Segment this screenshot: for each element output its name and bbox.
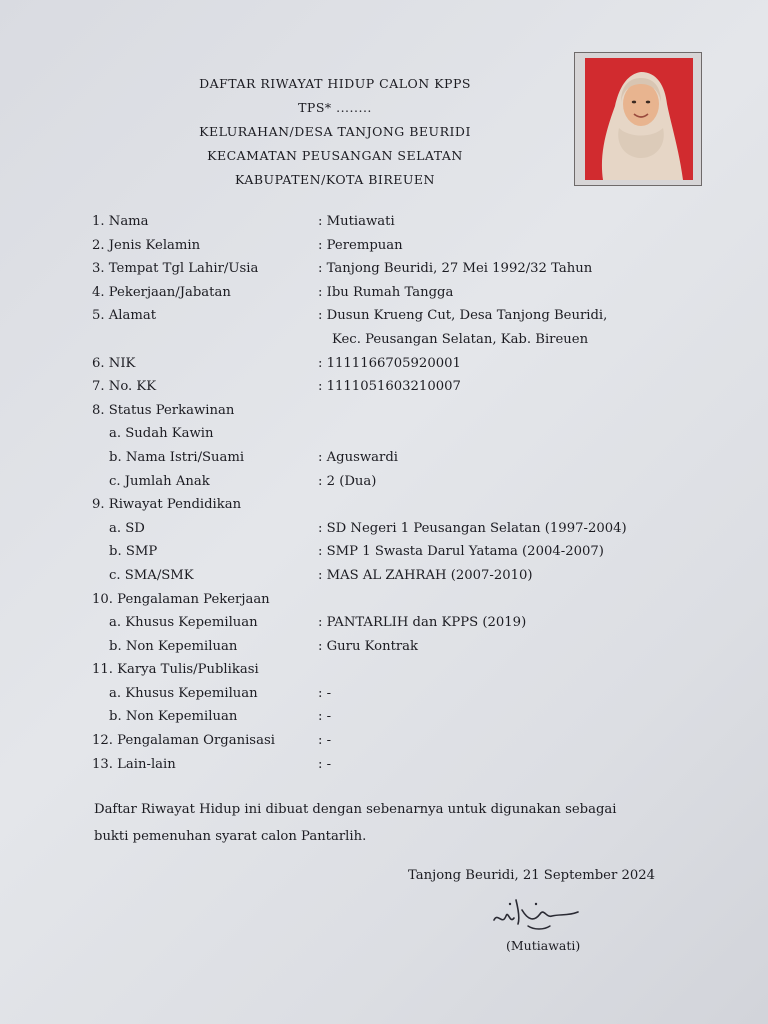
field-row-alamat bbox=[92, 304, 692, 328]
field-value: : Guru Kontrak bbox=[318, 638, 419, 654]
handwritten-signature bbox=[488, 890, 588, 936]
field-row-jumlah-anak bbox=[92, 470, 692, 494]
field-value: : Ibu Rumah Tangga bbox=[318, 284, 454, 300]
passport-photo bbox=[585, 58, 693, 180]
field-row-pekerjaan-non-kepemiluan bbox=[92, 635, 692, 659]
field-label: 7. No. KK bbox=[92, 379, 157, 395]
field-label: b. SMP bbox=[109, 544, 158, 560]
tps-line: TPS* ........ bbox=[298, 100, 372, 115]
field-row-sudah-kawin bbox=[92, 422, 692, 446]
field-value: : Dusun Krueng Cut, Desa Tanjong Beuridi, bbox=[318, 308, 608, 324]
field-label: b. Non Kepemiluan bbox=[109, 709, 238, 725]
field-label: 4. Pekerjaan/Jabatan bbox=[92, 284, 231, 300]
field-label: b. Nama Istri/Suami bbox=[109, 449, 245, 465]
field-value: : SMP 1 Swasta Darul Yatama (2004-2007) bbox=[318, 544, 604, 560]
field-label: 12. Pengalaman Organisasi bbox=[92, 733, 275, 749]
field-label: 11. Karya Tulis/Publikasi bbox=[92, 662, 259, 678]
field-value: : 2 (Dua) bbox=[318, 473, 377, 489]
field-row-karya-tulis bbox=[92, 658, 692, 682]
document-title: DAFTAR RIWAYAT HIDUP CALON KPPS bbox=[199, 76, 471, 91]
field-row-sma bbox=[92, 564, 692, 588]
signer-name: (Mutiawati) bbox=[506, 938, 581, 953]
field-row-nama-suami bbox=[92, 446, 692, 470]
field-value: : - bbox=[318, 685, 332, 701]
field-label: a. Khusus Kepemiluan bbox=[109, 685, 258, 701]
field-row-sd bbox=[92, 517, 692, 541]
field-label: 10. Pengalaman Pekerjaan bbox=[92, 591, 270, 607]
field-row-alamat-cont bbox=[92, 328, 692, 352]
field-label: a. Sudah Kawin bbox=[109, 426, 214, 442]
field-value: : Aguswardi bbox=[318, 449, 398, 465]
district-line: KECAMATAN PEUSANGAN SELATAN bbox=[207, 148, 463, 163]
field-label: 1. Nama bbox=[92, 214, 149, 229]
field-label: c. SMA/SMK bbox=[109, 567, 194, 583]
place-and-date: Tanjong Beuridi, 21 September 2024 bbox=[408, 868, 656, 883]
field-value: : - bbox=[318, 756, 332, 772]
field-row-tempat-tgl-lahir bbox=[92, 257, 692, 281]
field-value: : Perempuan bbox=[318, 237, 403, 253]
field-label: c. Jumlah Anak bbox=[109, 473, 210, 489]
field-label: b. Non Kepemiluan bbox=[109, 638, 238, 654]
field-label: 3. Tempat Tgl Lahir/Usia bbox=[92, 261, 259, 277]
field-value: : 1111051603210007 bbox=[318, 379, 461, 395]
field-row-karya-khusus-kepemiluan bbox=[92, 682, 692, 706]
field-label: 13. Lain-lain bbox=[92, 756, 176, 772]
field-value: : MAS AL ZAHRAH (2007-2010) bbox=[318, 567, 533, 583]
field-label: a. SD bbox=[109, 520, 145, 536]
field-row-no-kk bbox=[92, 375, 692, 399]
field-value: : Tanjong Beuridi, 27 Mei 1992/32 Tahun bbox=[318, 261, 593, 277]
field-row-karya-non-kepemiluan bbox=[92, 705, 692, 729]
biodata-fields bbox=[92, 210, 692, 776]
field-label: 8. Status Perkawinan bbox=[92, 402, 235, 418]
field-row-pekerjaan-khusus-kepemiluan bbox=[92, 611, 692, 635]
field-row-pekerjaan bbox=[92, 281, 692, 305]
field-label: 2. Jenis Kelamin bbox=[92, 237, 201, 253]
document-header bbox=[180, 72, 490, 192]
field-value: : Mutiawati bbox=[318, 214, 395, 229]
field-value: : PANTARLIH dan KPPS (2019) bbox=[318, 615, 527, 631]
field-row-status-perkawinan bbox=[92, 399, 692, 423]
field-label: 6. NIK bbox=[92, 355, 136, 371]
field-row-nik bbox=[92, 352, 692, 376]
regency-line: KABUPATEN/KOTA BIREUEN bbox=[235, 172, 435, 187]
declaration-line-2: bukti pemenuhan syarat calon Pantarlih. bbox=[94, 829, 367, 844]
field-value: : - bbox=[318, 709, 332, 725]
field-row-riwayat-pendidikan bbox=[92, 493, 692, 517]
field-value: Kec. Peusangan Selatan, Kab. Bireuen bbox=[332, 331, 589, 347]
field-label: a. Khusus Kepemiluan bbox=[109, 615, 258, 631]
field-value: : SD Negeri 1 Peusangan Selatan (1997-2004) bbox=[318, 520, 627, 536]
village-line: KELURAHAN/DESA TANJONG BEURIDI bbox=[199, 124, 471, 139]
field-label: 5. Alamat bbox=[92, 308, 157, 324]
field-row-jenis-kelamin bbox=[92, 234, 692, 258]
field-row-nama bbox=[92, 210, 692, 234]
declaration-line-1: Daftar Riwayat Hidup ini dibuat dengan sebenarnya untuk digunakan sebagai bbox=[94, 802, 617, 817]
field-label: 9. Riwayat Pendidikan bbox=[92, 497, 242, 513]
field-row-smp bbox=[92, 540, 692, 564]
field-value: : - bbox=[318, 733, 332, 749]
passport-photo-frame bbox=[574, 52, 702, 186]
field-row-lain-lain bbox=[92, 753, 692, 777]
declaration-statement bbox=[94, 796, 704, 850]
field-row-pengalaman-organisasi bbox=[92, 729, 692, 753]
portrait-image bbox=[585, 58, 693, 180]
field-row-pengalaman-pekerjaan bbox=[92, 588, 692, 612]
field-value: : 1111166705920001 bbox=[318, 355, 461, 371]
